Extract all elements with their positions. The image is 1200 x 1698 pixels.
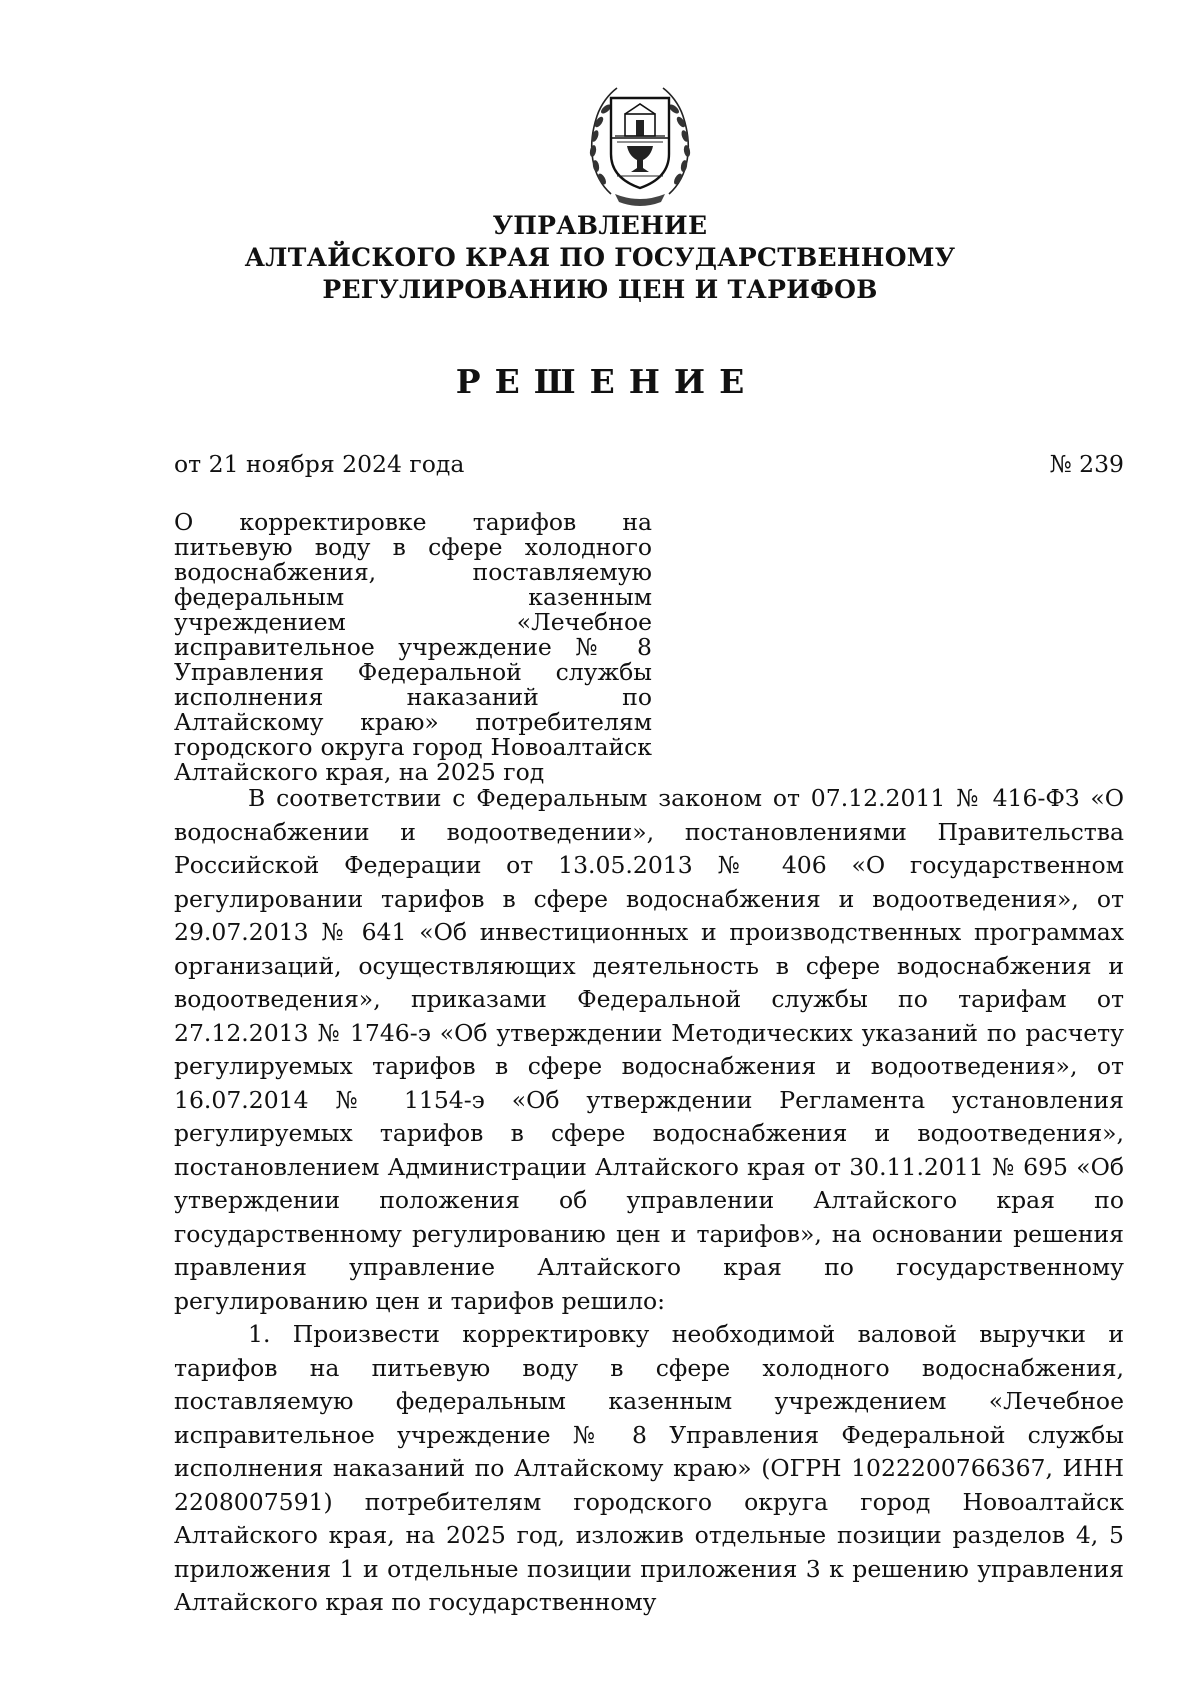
document-date: от 21 ноября 2024 года [174, 450, 465, 478]
document-body [174, 782, 1124, 1620]
altai-krai-coat-of-arms-icon [581, 76, 699, 210]
item-1-paragraph: 1. Произвести корректировку необходимой валовой выручки и тарифов на питьевую воду в сфере холодного водоснабжения, поставляемую федеральным казенным учреждением «Лечебное исправительное учреждение № 8 Управления Федеральной службы исполнения наказаний по Алтайскому краю» (ОГРН 1022200766367, ИНН 2208007591) потребителям городского округа город Новоалтайск Алтайского края, на 2025 год, изложив отдельные позиции разделов 4, 5 приложения 1 и отдельные позиции приложения 3 к решению управления Алтайского края по государственному [174, 1320, 1124, 1616]
issuer-line-3: РЕГУЛИРОВАНИЮ ЦЕН И ТАРИФОВ [322, 275, 878, 304]
issuer-line-1: УПРАВЛЕНИЕ [492, 211, 708, 240]
document-type-title: РЕШЕНИЕ [455, 362, 759, 401]
document-subject: О корректировке тарифов на питьевую воду в сфере холодного водоснабжения, поставляемую федеральным казенным учреждением «Лечебное исправительное учреждение № 8 Управления Федеральной службы исполнения наказаний по Алтайскому краю» потребителям городского округа город Новоалтайск Алтайского края, на 2025 год [174, 508, 652, 786]
issuer-header [0, 210, 1200, 306]
preamble-paragraph: В соответствии с Федеральным законом от 07.12.2011 № 416-ФЗ «О водоснабжении и водоотведении», постановлениями Правительства Российской Федерации от 13.05.2013 № 406 «О государственном регулировании тарифов в сфере водоснабжения и водоотведения», от 29.07.2013 № 641 «Об инвестиционных и производственных программах организаций, осуществляющих деятельность в сфере водоснабжения и водоотведения», приказами Федеральной службы по тарифам от 27.12.2013 № 1746-э «Об утверждении Методических указаний по расчету регулируемых тарифов в сфере водоснабжения и водоотведения», от 16.07.2014 № 1154-э «Об утверждении Регламента установления регулируемых тарифов в сфере водоснабжения и водоотведения», постановлением Администрации Алтайского края от 30.11.2011 № 695 «Об утверждении положения об управлении Алтайского края по государственному регулированию цен и тарифов», на основании решения правления управление Алтайского края по государственному регулированию цен и тарифов решило: [174, 784, 1124, 1315]
date-number-row [174, 447, 1124, 481]
document-number: № 239 [1049, 450, 1124, 478]
issuer-line-2: АЛТАЙСКОГО КРАЯ ПО ГОСУДАРСТВЕННОМУ [244, 243, 956, 272]
